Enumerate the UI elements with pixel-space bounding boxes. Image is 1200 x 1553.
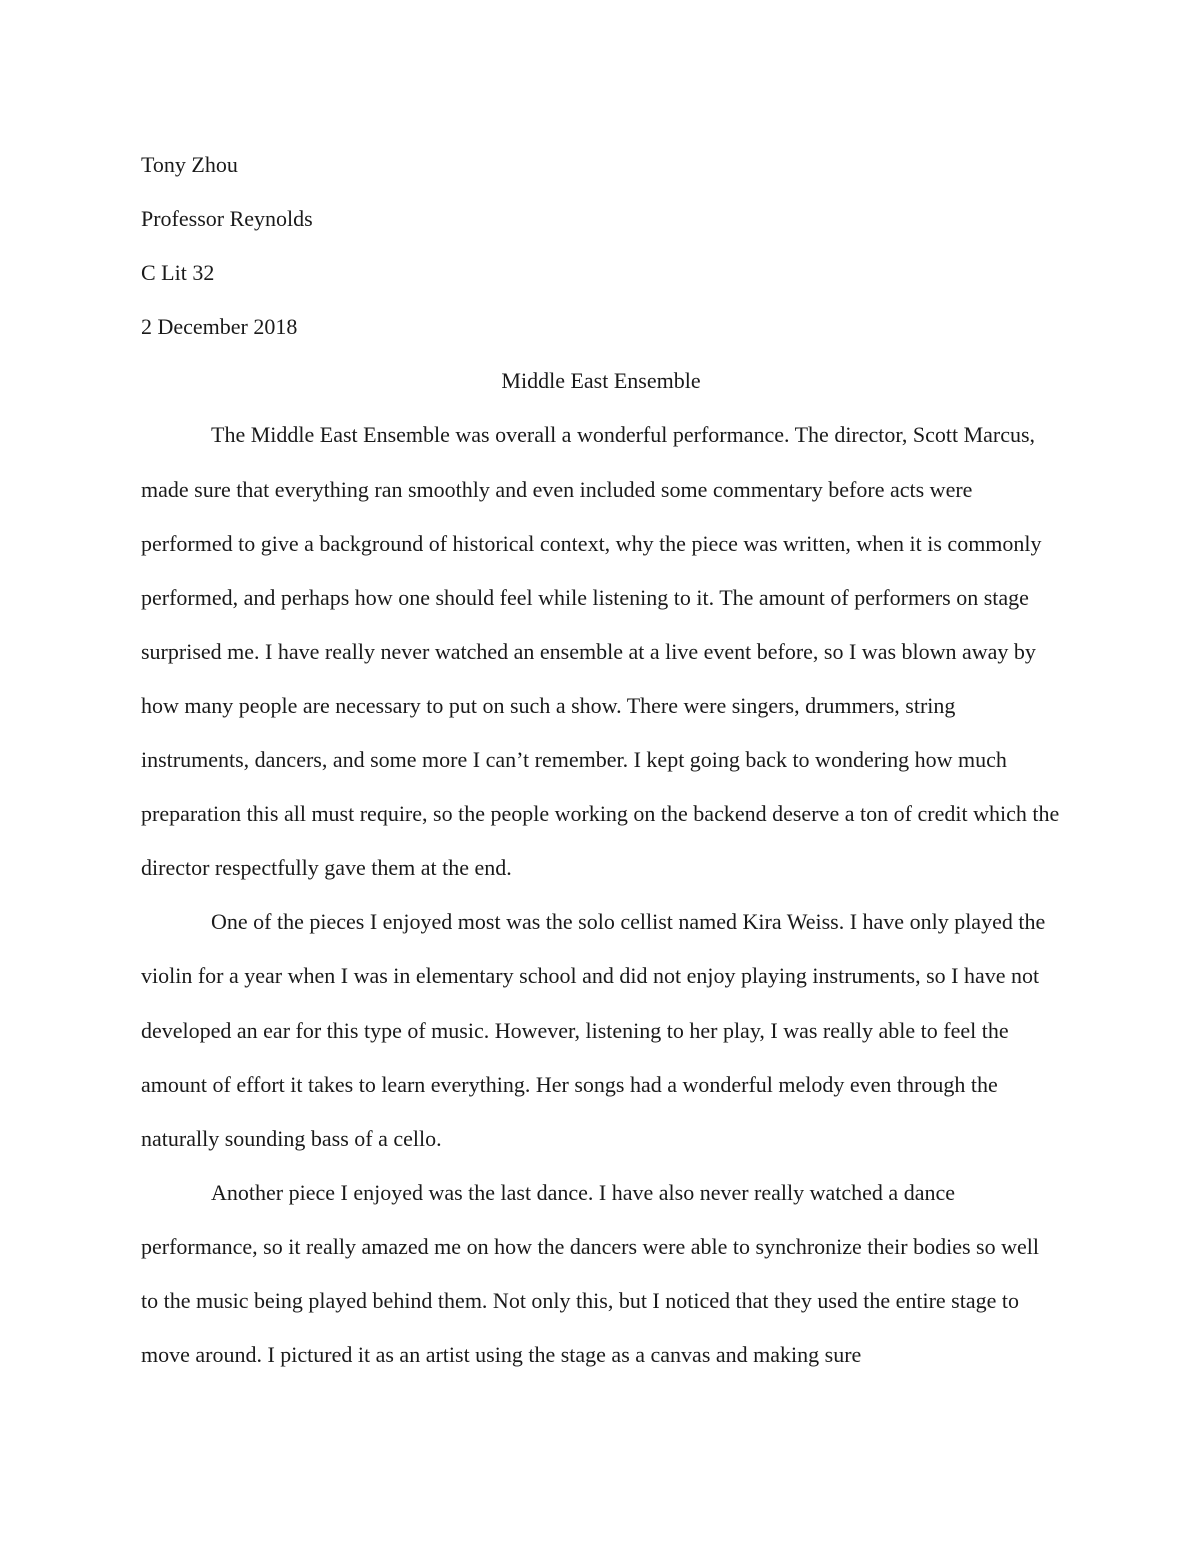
course-name: C Lit 32 — [141, 260, 215, 286]
essay-date: 2 December 2018 — [141, 314, 298, 340]
essay-title: Middle East Ensemble — [501, 368, 701, 394]
paragraph-3: Another piece I enjoyed was the last dance. I have also never really watched a dance performance, so it really amazed me on how the dancers were able to synchronize their bodies so well to the music being played behind them. Not only this, but I noticed that they used the entire stage to move around. I pictured it as an artist using the stage as a canvas and making sure — [141, 1179, 1039, 1368]
essay-body — [141, 138, 1061, 1382]
instructor-name: Professor Reynolds — [141, 206, 313, 232]
paragraph-2: One of the pieces I enjoyed most was the solo cellist named Kira Weiss. I have only played the violin for a year when I was in elementary school and did not enjoy playing instruments, so I have not developed an ear for this type of music. However, listening to her play, I was really able to feel the amount of effort it takes to learn everything. Her songs had a wonderful melody even through the naturally sounding bass of a cello. — [141, 909, 1046, 1151]
paragraph-1: The Middle East Ensemble was overall a wonderful performance. The director, Scott Marcus, made sure that everything ran smoothly and even included some commentary before acts were performed to give a background of historical context, why the piece was written, when it is commonly performed, and perhaps how one should feel while listening to it. The amount of performers on stage surprised me. I have really never watched an ensemble at a live event before, so I was blown away by how many people are necessary to put on such a show. There were singers, drummers, string instruments, dancers, and some more I can’t remember. I kept going back to wondering how much preparation this all must require, so the people working on the backend deserve a ton of credit which the director respectfully gave them at the end. — [141, 422, 1060, 881]
author-name: Tony Zhou — [141, 152, 238, 177]
